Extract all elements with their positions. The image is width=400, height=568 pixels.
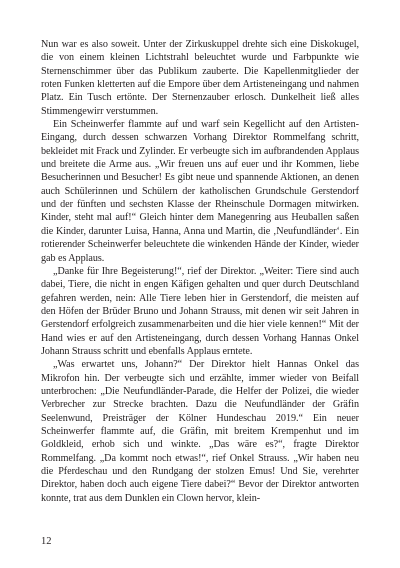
paragraph: Nun war es also soweit. Unter der Zirkuskuppel drehte sich eine Diskokugel, die von einem kleinen Lichtstrahl beleuchtet wurde und Farbpunkte wie Sternenschimmer über das Publikum zauberte. Die Kapellenmitglieder der roten Funken kletterten auf die Empore über dem Artisteneingang und nahmen Platz. Ein Tusch ertönte. Der Sternenzauber erlosch. Dunkelheit ließ alles Stimmengewirr verstummen.	[41, 39, 359, 117]
page-number: 12	[41, 536, 52, 547]
paragraph: Ein Scheinwerfer flammte auf und warf sein Kegellicht auf den Artisten-Eingang, durch dessen schwarzen Vorhang Direktor Rommelfang schritt, bekleidet mit Frack und Zylinder. Er verbeugte sich im aufbrandenden Applaus und breitete die Arme aus. „Wir freuen uns auf euer und ihr Kommen, liebe Besucherinnen und Besucher! Es gibt neue und spannende Aktionen, an denen auch Schülerinnen und Schülern der katholischen Grundschule Gerstendorf und der fünften und sechsten Klasse der Rheinschule Dormagen mitwirken. Kinder, steht mal auf!“ Gleich hinter dem Manegenring aus Heuballen saßen die Kinder, darunter Luisa, Hanna, Anna und Martin, die ‚Neufundländer‘. Ein rotierender Scheinwerfer beleuchtete die winkenden Hände der Kinder, wieder gab es Applaus.	[41, 119, 359, 264]
body-text	[41, 38, 359, 505]
paragraph: „Danke für Ihre Begeisterung!“, rief der Direktor. „Weiter: Tiere sind auch dabei, Tiere, die nicht in engen Käfigen gehalten und quer durch Deutschland gefahren werden, nein: Alle Tiere leben hier in Gerstendorf, die meisten auf den Höfen der Brüder Bruno und Johann Strauss, mit denen wir seit Jahren in Gerstendorf erfolgreich zusammenarbeiten und die hier viele kennen!“ Mit der Hand wies er auf den Artisteneingang, durch dessen Vorhang Hannas Onkel Johann Strauss schritt und ebenfalls Applaus erntete.	[41, 265, 359, 357]
paragraph: „Was erwartet uns, Johann?“ Der Direktor hielt Hannas Onkel das Mikrofon hin. Der verbeugte sich und erzählte, immer wieder von Beifall unterbrochen: „Die Neufundländer-Parade, die Helfer der Polizei, die wieder Verbrecher zur Strecke brachten. Dazu die Neufundländer der Gräfin Seelenwund, Preisträger der Kölner Hundeschau 2019.“ Ein neuer Scheinwerfer flammte auf, die Gräfin, mit breitem Krempenhut und im Goldkleid, erhob sich und winkte. „Das wäre es?“, fragte Direktor Rommelfang. „Da kommt noch etwas!“, rief Onkel Strauss. „Wir haben neu die Pferdeschau und den Rundgang der stolzen Emus! Und Sie, verehrter Direktor, haben doch auch eigene Tiere dabei?“ Bevor der Direktor antworten konnte, trat aus dem Dunklen ein Clown hervor, klein-	[41, 359, 359, 504]
